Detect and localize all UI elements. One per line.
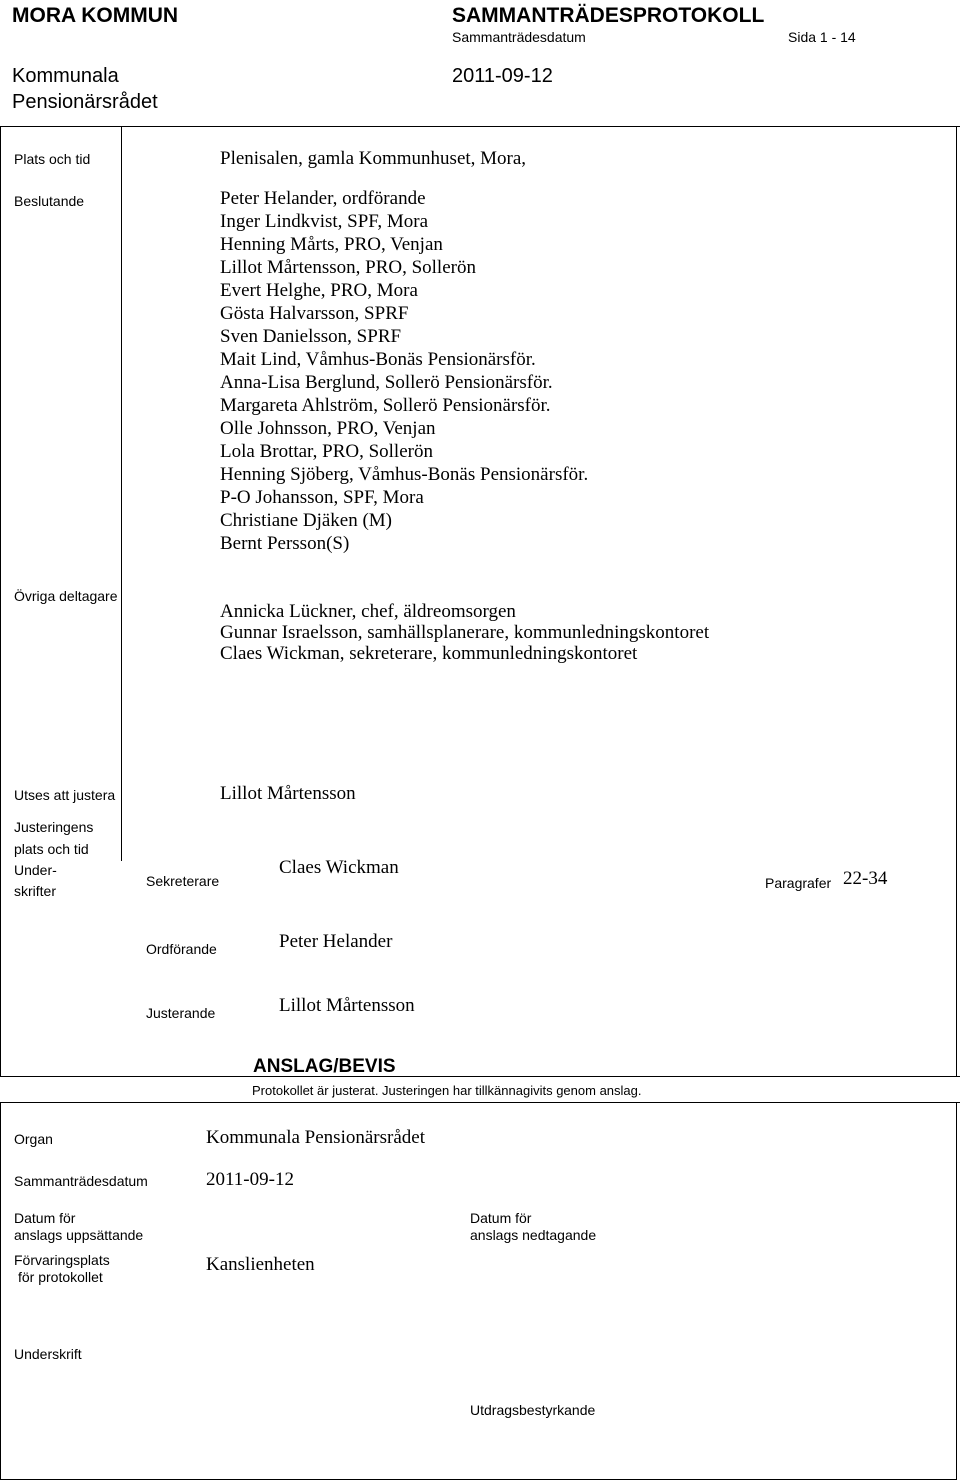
posted-label-line1: Datum för <box>14 1210 76 1226</box>
label-column-rule <box>121 126 122 861</box>
header-date-label: Sammanträdesdatum <box>452 29 586 45</box>
justering-label-line1: Justeringens <box>14 819 94 835</box>
body-name-line2: Pensionärsrådet <box>12 91 158 113</box>
list-item: Olle Johnsson, PRO, Venjan <box>220 418 436 439</box>
storage-value: Kanslienheten <box>206 1254 315 1275</box>
top-rule <box>0 126 960 127</box>
list-item: Henning Sjöberg, Våmhus-Bonäs Pensionärsför. <box>220 464 589 485</box>
document-type: SAMMANTRÄDESPROTOKOLL <box>452 4 765 27</box>
list-item: Henning Mårts, PRO, Venjan <box>220 234 443 255</box>
list-item: Peter Helander, ordförande <box>220 188 426 209</box>
right-rule <box>956 126 957 1076</box>
notice-subtitle: Protokollet är justerat. Justeringen har tillkännagivits genom anslag. <box>252 1083 642 1098</box>
list-item: Lola Brottar, PRO, Sollerön <box>220 441 433 462</box>
posted-label-line2: anslags uppsättande <box>14 1227 144 1243</box>
adjust-value: Lillot Mårtensson <box>220 783 356 804</box>
justering-label-line2: plats och tid <box>14 841 89 857</box>
adjuster-value: Lillot Mårtensson <box>279 995 415 1016</box>
notice-date-value: 2011-09-12 <box>206 1169 294 1190</box>
notice-left-rule <box>0 1102 1 1480</box>
signature-label: Underskrift <box>14 1346 82 1362</box>
list-item: Gunnar Israelsson, samhällsplanerare, kommunledningskontoret <box>220 622 710 643</box>
section-divider <box>0 1076 960 1077</box>
others-list <box>220 601 709 664</box>
storage-label-line2: för protokollet <box>18 1269 103 1285</box>
bottom-rule <box>0 1479 957 1480</box>
list-item: Gösta Halvarsson, SPRF <box>220 303 409 324</box>
org-name: MORA KOMMUN <box>12 4 179 27</box>
list-item: Christiane Djäken (M) <box>220 510 393 531</box>
organ-label: Organ <box>14 1131 53 1147</box>
list-item: Evert Helghe, PRO, Mora <box>220 280 418 301</box>
left-rule <box>0 126 1 1076</box>
list-item: Lillot Mårtensson, PRO, Sollerön <box>220 257 476 278</box>
removed-label-line2: anslags nedtagande <box>470 1227 597 1243</box>
paragraphs-value: 22-34 <box>843 868 888 889</box>
place-value: Plenisalen, gamla Kommunhuset, Mora, <box>220 148 527 169</box>
body-name-line1: Kommunala <box>12 65 119 87</box>
list-item: Margareta Ahlström, Sollerö Pensionärsför. <box>220 395 551 416</box>
list-item: Inger Lindkvist, SPF, Mora <box>220 211 429 232</box>
notice-date-label: Sammanträdesdatum <box>14 1173 148 1189</box>
chair-label: Ordförande <box>146 941 217 957</box>
storage-label-line1: Förvaringsplats <box>14 1252 110 1268</box>
deciding-label: Beslutande <box>14 193 85 209</box>
notice-title: ANSLAG/BEVIS <box>253 1056 396 1077</box>
removed-label-line1: Datum för <box>470 1210 532 1226</box>
list-item: Annicka Lückner, chef, äldreomsorgen <box>220 601 516 622</box>
notice-rule <box>0 1102 960 1103</box>
list-item: Anna-Lisa Berglund, Sollerö Pensionärsför. <box>220 372 553 393</box>
extract-label: Utdragsbestyrkande <box>470 1402 596 1418</box>
list-item: Bernt Persson(S) <box>220 533 350 554</box>
list-item: Sven Danielsson, SPRF <box>220 326 402 347</box>
list-item: Mait Lind, Våmhus-Bonäs Pensionärsför. <box>220 349 536 370</box>
adjuster-label: Justerande <box>146 1005 216 1021</box>
organ-value: Kommunala Pensionärsrådet <box>206 1127 425 1148</box>
notice-right-rule <box>956 1102 957 1480</box>
place-label: Plats och tid <box>14 151 91 167</box>
deciding-list <box>220 187 588 555</box>
page-number: Sida 1 - 14 <box>788 29 856 45</box>
list-item: P-O Johansson, SPF, Mora <box>220 487 424 508</box>
secretary-label: Sekreterare <box>146 873 220 889</box>
list-item: Claes Wickman, sekreterare, kommunledningskontoret <box>220 643 638 664</box>
under-label-line2: skrifter <box>14 883 56 899</box>
adjust-label: Utses att justera <box>14 787 116 803</box>
under-label-line1: Under- <box>14 862 57 878</box>
header-date: 2011-09-12 <box>452 65 553 87</box>
chair-value: Peter Helander <box>279 931 393 952</box>
secretary-value: Claes Wickman <box>279 857 399 878</box>
others-label: Övriga deltagare <box>14 588 118 604</box>
paragraphs-label: Paragrafer <box>765 875 832 891</box>
